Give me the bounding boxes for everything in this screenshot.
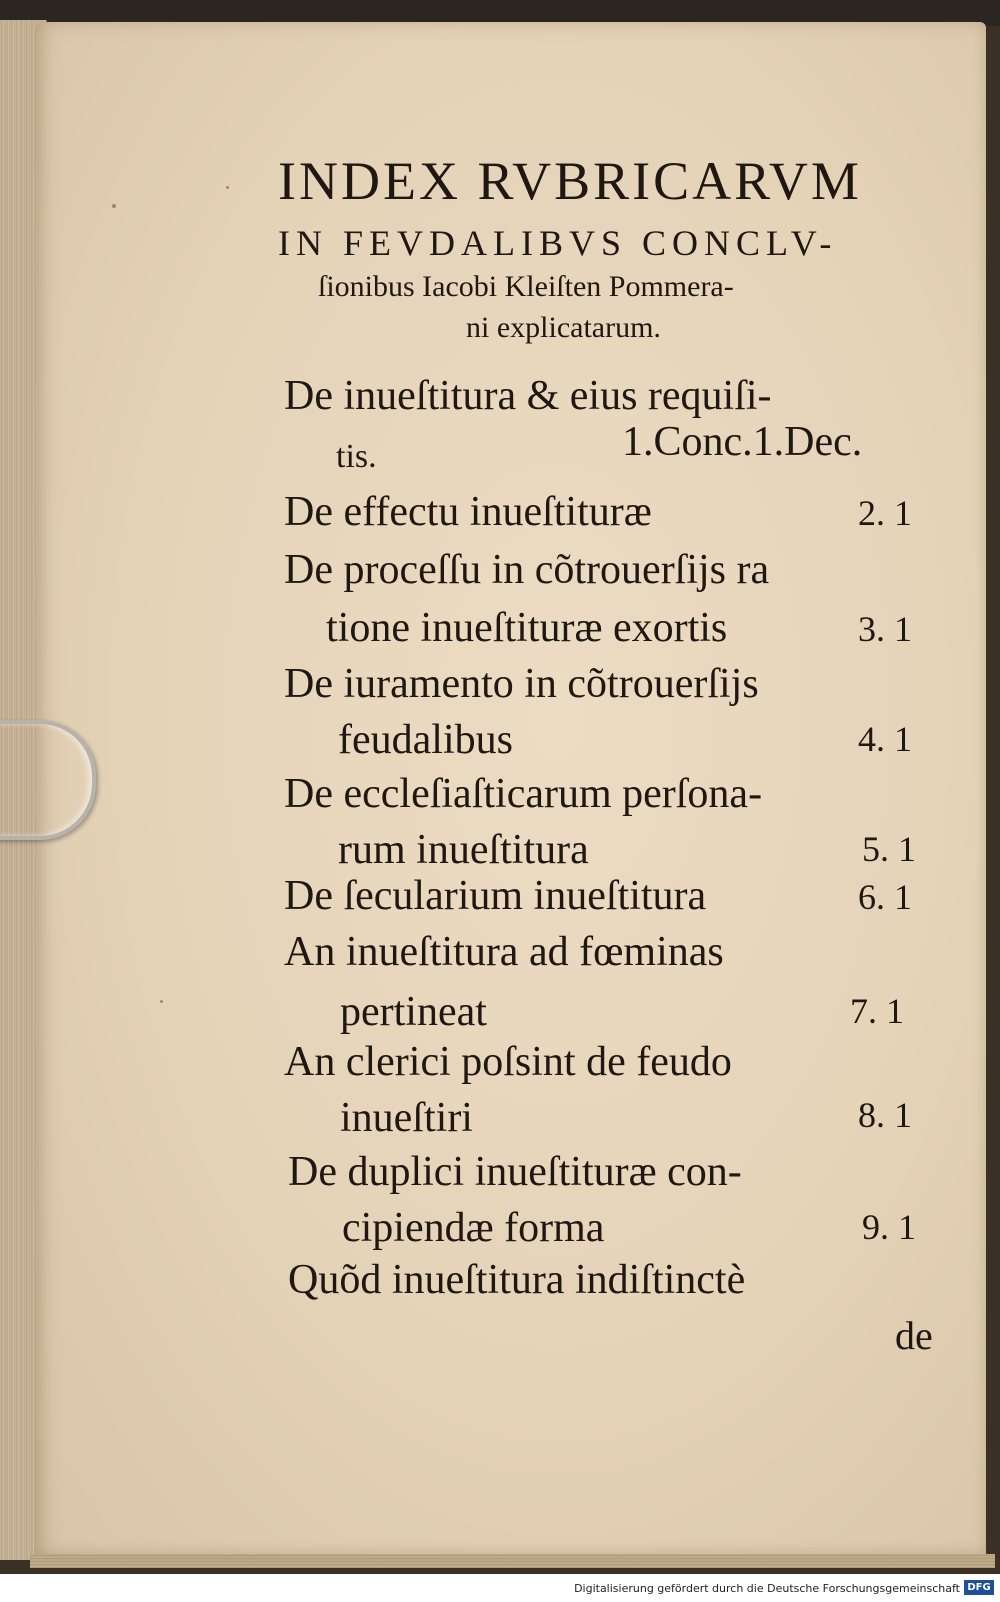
entry-1-line2: tis. [336,438,377,475]
entry-2-ref: 2. 1 [858,493,912,533]
funding-credit: Digitalisierung gefördert durch die Deutsche Forschungsgemeinschaft [574,1582,960,1595]
paper-speck [112,204,116,208]
entry-1-line1: De inueſtitura & eius requiſi- [284,373,772,419]
dfg-logo: DFG [964,1580,994,1595]
entry-4-line2: feudalibus [338,717,513,763]
entry-6-line1: De ſecularium inueſtitura [284,873,707,919]
entry-8-line1: An clerici poſsint de feudo [284,1039,732,1085]
index-subtitle-line3: ni explicatarum. [466,311,661,344]
entry-10-line1: Quõd inueſtitura indiſtinctè [288,1257,746,1303]
entry-9-line2: cipiendæ forma [342,1205,605,1251]
index-title: INDEX RVBRICARVM [278,151,862,211]
entry-2-line1: De effectu inueſtituræ [284,489,652,535]
entry-8-line2: inueſtiri [340,1095,473,1141]
paper-speck [226,186,229,189]
entry-3-ref: 3. 1 [858,609,912,649]
entry-1-ref: 1.Conc.1.Dec. [622,419,863,465]
catchword: de [895,1313,933,1358]
entry-3-line2: tione inueſtituræ exortis [326,605,728,651]
entry-7-ref: 7. 1 [850,991,904,1031]
index-subtitle-line2: ſionibus Iacobi Kleiſten Pommera- [318,270,734,303]
paper-speck [160,1000,163,1003]
entry-7-line2: pertineat [340,989,487,1035]
book-page-edges-bottom [30,1554,995,1568]
entry-4-line1: De iuramento in cõtrouerſijs [284,661,759,707]
entry-9-line1: De duplici inueſtituræ con- [288,1149,742,1195]
index-subtitle-line1: IN FEVDALIBVS CONCLV- [278,223,838,263]
entry-8-ref: 8. 1 [858,1095,912,1135]
entry-3-line1: De proceſſu in cõtrouerſijs ra [284,547,770,593]
entry-6-ref: 6. 1 [858,877,912,917]
entry-7-line1: An inueſtitura ad fœminas [284,929,724,975]
entry-4-ref: 4. 1 [858,719,912,759]
entry-9-ref: 9. 1 [862,1207,916,1247]
entry-5-line2: rum inueſtitura [338,827,589,873]
entry-5-ref: 5. 1 [862,829,916,869]
entry-5-line1: De eccleſiaſticarum perſona- [284,771,763,817]
